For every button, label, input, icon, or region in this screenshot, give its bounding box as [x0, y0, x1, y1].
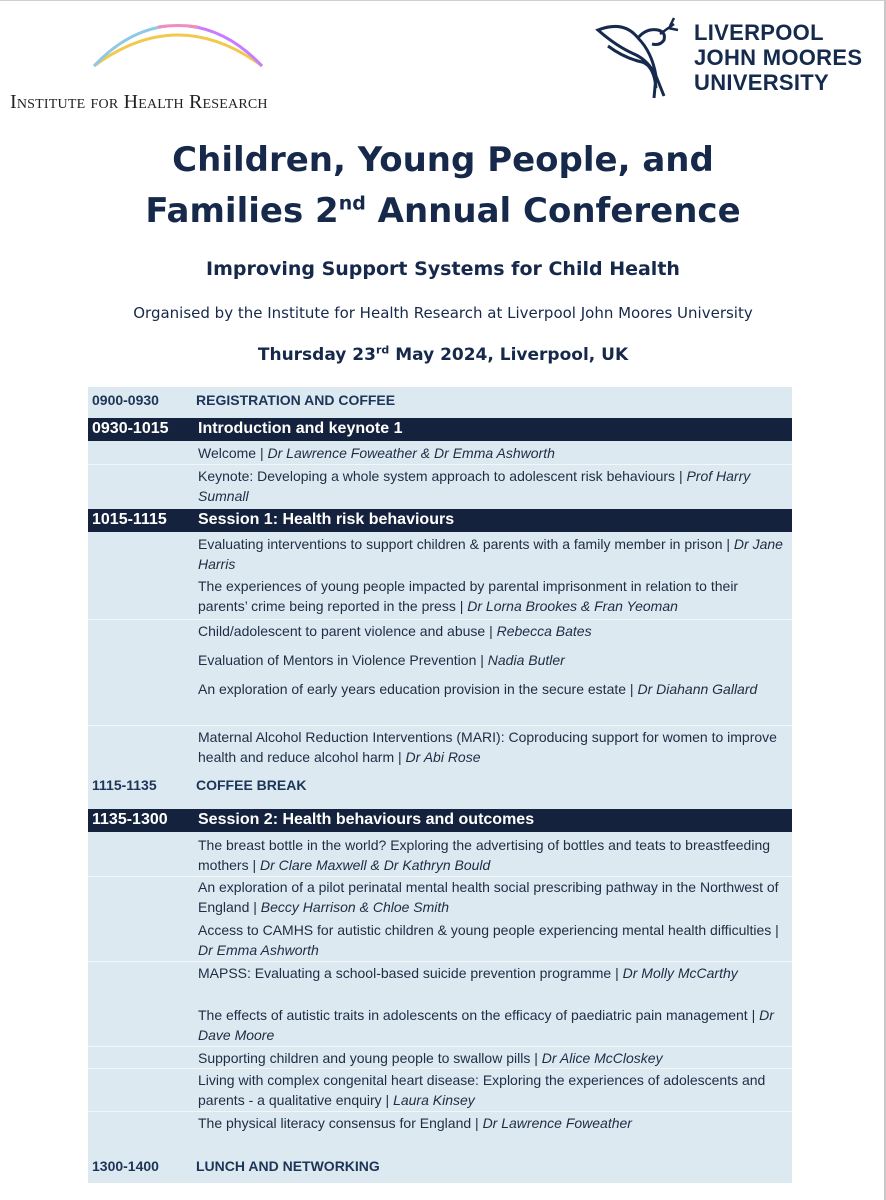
talk-title: An exploration of a pilot perinatal mental health social prescribing pathway in the Northwest of England | — [198, 879, 779, 915]
talk-item — [198, 534, 788, 574]
talk-item — [198, 963, 788, 983]
talk-speaker: Beccy Harrison & Chloe Smith — [260, 899, 450, 915]
liver-bird-icon — [594, 16, 690, 102]
row-divider — [88, 1046, 792, 1047]
talk-speaker: Dr Lawrence Foweather & Dr Emma Ashworth — [267, 445, 555, 461]
programme-row-lunch — [88, 1151, 792, 1183]
time-slot: 1115-1135 — [92, 777, 157, 793]
row-divider — [88, 961, 792, 962]
session-header-intro — [88, 418, 792, 441]
programme-item-label: LUNCH AND NETWORKING — [196, 1158, 380, 1174]
institute-name — [10, 91, 268, 114]
university-name-line: UNIVERSITY — [694, 70, 830, 95]
talk-title: The effects of autistic traits in adolescents on the efficacy of paediatric pain management | — [198, 1007, 760, 1023]
talk-title: Living with complex congenital heart disease: Exploring the experiences of adolescents and parents - a qualitative enquiry | — [198, 1072, 766, 1108]
university-name — [694, 20, 884, 95]
talk-item — [198, 1005, 788, 1045]
talk-item — [198, 621, 788, 641]
session-header-session2 — [88, 809, 792, 832]
conference-date — [0, 345, 886, 365]
talk-speaker: Laura Kinsey — [393, 1092, 475, 1108]
title-text: Families 2 — [145, 191, 339, 231]
talk-speaker: Dr Lorna Brookes & Fran Yeoman — [467, 598, 678, 614]
conference-title-line1 — [0, 140, 886, 180]
time-slot: 0930-1015 — [92, 420, 169, 437]
talk-speaker: Dr Jane Harris — [198, 536, 783, 572]
talk-item — [198, 835, 788, 875]
talk-speaker: Dr Diahann Gallard — [637, 681, 758, 697]
university-name-line: LIVERPOOL — [694, 20, 824, 45]
talk-title: The experiences of young people impacted by parental imprisonment in relation to their parents’ crime being reported in the press | — [198, 578, 739, 614]
row-divider — [88, 1111, 792, 1112]
conference-title-line2 — [0, 191, 886, 231]
talk-speaker: Prof Harry Sumnall — [198, 468, 751, 504]
session-title: Introduction and keynote 1 — [198, 420, 403, 437]
talk-title: An exploration of early years education provision in the secure estate | — [198, 681, 638, 697]
title-ordinal: nd — [338, 192, 366, 215]
row-divider — [88, 464, 792, 465]
talk-speaker: Nadia Butler — [487, 652, 565, 668]
talk-speaker: Dr Emma Ashworth — [198, 942, 319, 958]
talk-item — [198, 466, 788, 506]
talk-speaker: Dr Abi Rose — [405, 749, 481, 765]
programme-item-label: COFFEE BREAK — [196, 777, 307, 793]
title-text: Annual Conference — [365, 191, 741, 231]
row-divider — [88, 725, 792, 726]
talk-title: MAPSS: Evaluating a school-based suicide prevention programme | — [198, 965, 623, 981]
talk-title: Keynote: Developing a whole system approach to adolescent risk behaviours | — [198, 468, 687, 484]
title-text: Children, Young People, and — [172, 140, 714, 180]
time-slot: 0900-0930 — [92, 392, 159, 408]
talk-item — [198, 920, 788, 960]
talk-item — [198, 1113, 788, 1133]
talk-title: Evaluation of Mentors in Violence Prevention | — [198, 652, 488, 668]
session-header-session1 — [88, 509, 792, 532]
organiser-line: Organised by the Institute for Health Research at Liverpool John Moores University — [133, 304, 753, 322]
row-divider — [88, 1068, 792, 1069]
talk-speaker: Dr Dave Moore — [198, 1007, 774, 1043]
rainbow-arc-icon — [88, 18, 268, 70]
talk-title: The breast bottle in the world? Exploring the advertising of bottles and teats to breastfeeding mothers | — [198, 837, 771, 873]
time-slot: 1300-1400 — [92, 1158, 159, 1174]
talk-item — [198, 727, 788, 767]
talk-title: Supporting children and young people to swallow pills | — [198, 1050, 542, 1066]
programme-row-registration — [88, 387, 792, 419]
talk-speaker: Dr Clare Maxwell & Dr Kathryn Bould — [260, 857, 491, 873]
talk-speaker: Dr Lawrence Foweather — [482, 1115, 632, 1131]
talk-item — [198, 650, 788, 670]
time-slot: 1015-1115 — [92, 511, 167, 528]
programme-item-label: REGISTRATION AND COFFEE — [196, 392, 396, 408]
row-divider — [88, 619, 792, 620]
institute-name-text: Institute for Health Research — [10, 91, 268, 113]
session-title: Session 1: Health risk behaviours — [198, 511, 455, 528]
talk-title: Child/adolescent to parent violence and abuse | — [198, 623, 497, 639]
session-title: Session 2: Health behaviours and outcomes — [198, 811, 535, 828]
talk-title: Access to CAMHS for autistic children & young people experiencing mental health difficulties | — [198, 922, 779, 938]
talk-item — [198, 1048, 788, 1068]
date-text: Thursday 23 — [257, 345, 376, 365]
talk-speaker: Dr Alice McCloskey — [541, 1050, 663, 1066]
talk-item — [198, 443, 788, 463]
talk-title: Welcome | — [198, 445, 268, 461]
talk-title: The physical literacy consensus for England | — [198, 1115, 483, 1131]
university-name-line: JOHN MOORES — [694, 45, 863, 70]
talk-item — [198, 877, 788, 917]
talk-item — [198, 1070, 788, 1110]
institute-logo — [10, 18, 340, 113]
programme-table — [88, 387, 792, 1183]
university-logo — [594, 16, 879, 102]
talk-item — [198, 679, 788, 699]
conference-subtitle: Improving Support Systems for Child Health — [206, 258, 680, 280]
date-ordinal: rd — [375, 343, 390, 357]
talk-title: Maternal Alcohol Reduction Interventions (MARI): Coproducing support for women to improve health and reduce alcohol harm | — [198, 729, 777, 765]
talk-title: Evaluating interventions to support children & parents with a family member in prison | — [198, 536, 734, 552]
time-slot: 1135-1300 — [92, 811, 168, 828]
talk-speaker: Dr Molly McCarthy — [622, 965, 738, 981]
talk-item — [198, 576, 788, 616]
talk-speaker: Rebecca Bates — [496, 623, 592, 639]
date-text: May 2024, Liverpool, UK — [389, 345, 629, 365]
programme-row-coffee-break — [88, 771, 792, 807]
